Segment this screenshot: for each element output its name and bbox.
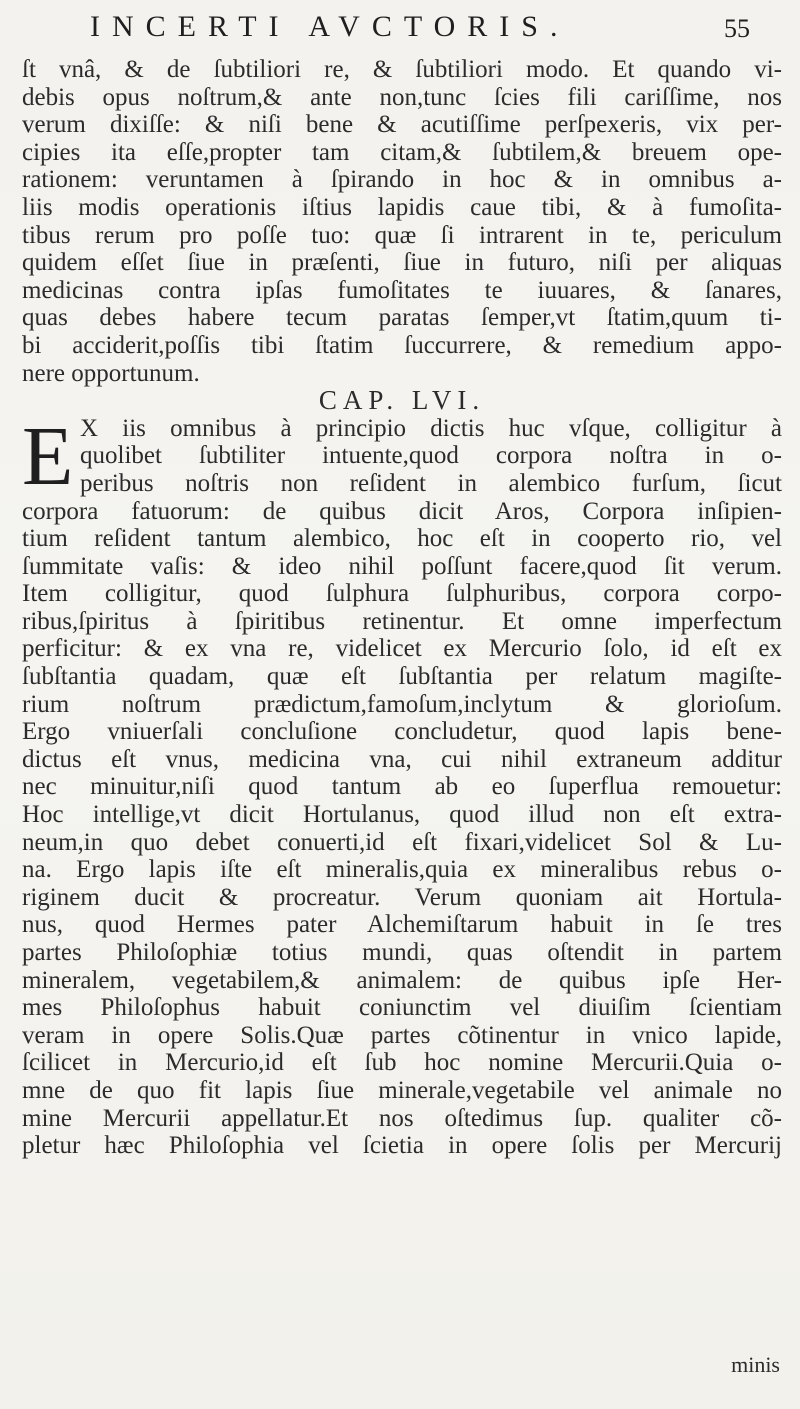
text-line: tium reſident tantum alembico, hoc eſt in cooperto rio, vel: [22, 525, 782, 553]
page-number: 55: [724, 14, 750, 43]
text-line: neum,in quo debet conuerti,id eſt fixari,videlicet Sol & Lu-: [22, 828, 782, 856]
text-line: debis opus noſtrum,& ante non,tunc ſcies fili cariſſime, nos: [22, 83, 782, 111]
text-line: mes Philoſophus habuit coniunctim vel diuiſim ſcientiam: [22, 994, 782, 1022]
text-line: ſummitate vaſis: & ideo nihil poſſunt facere,quod ſit verum.: [22, 552, 782, 580]
text-line: tibus rerum pro poſſe tuo: quæ ſi intrarent in te, periculum: [22, 221, 782, 249]
text-line: veram in opere Solis.Quæ partes cõtinentur in vnico lapide,: [22, 1021, 782, 1049]
text-line: quas debes habere tecum paratas ſemper,vt ſtatim,quum ti-: [22, 304, 782, 332]
page-title: INCERTI AVCTORIS.: [90, 10, 570, 43]
text-line: quolibet ſubtiliter intuente,quod corpora noſtra in o-: [80, 442, 782, 470]
running-head: [90, 10, 750, 50]
drop-initial: E: [22, 409, 74, 503]
text-line: bi acciderit,poſſis tibi ſtatim ſuccurrere, & remedium appo-: [22, 331, 782, 359]
chapter-heading: CAP. LVI.: [318, 385, 486, 416]
text-line: nec minuitur,niſi quod tantum ab eo ſuperflua remouetur:: [22, 773, 782, 801]
text-line: medicinas contra ipſas fumoſitates te iuuares, & ſanares,: [22, 276, 782, 304]
main-text: [22, 56, 782, 1160]
text-line: partes Philoſophiæ totius mundi, quas oſtendit in partem: [22, 939, 782, 966]
text-line: perficitur: & ex vna re, videlicet ex Mercurio ſolo, id eſt ex: [22, 635, 782, 663]
text-line: nus, quod Hermes pater Alchemiſtarum habuit in ſe tres: [22, 911, 782, 939]
text-line: dictus eſt vnus, medicina vna, cui nihil extraneum additur: [22, 745, 782, 773]
text-line: rium noſtrum prædictum,famoſum,inclytum & glorioſum.: [22, 690, 782, 718]
initial-paragraph: [22, 409, 782, 503]
text-line: riginem ducit & procreatur. Verum quoniam ait Hortula-: [22, 883, 782, 911]
text-line: Item colligitur, quod ſulphura ſulphuribus, corpora corpo-: [22, 580, 782, 608]
text-line: mineralem, vegetabilem,& animalem: de quibus ipſe Her-: [22, 966, 782, 994]
text-line: na. Ergo lapis iſte eſt mineralis,quia ex mineralibus rebus o-: [22, 856, 782, 884]
text-line: rationem: veruntamen à ſpirando in hoc & in omnibus a-: [22, 166, 782, 194]
text-line: ribus,ſpiritus à ſpiritibus retinentur. Et omne imperfectum: [22, 607, 782, 635]
text-line: X iis omnibus à principio dictis huc vſque, colligitur à: [80, 414, 782, 442]
text-line: liis modis operationis iſtius lapidis caue tibi, & à fumoſita-: [22, 193, 782, 221]
text-line: nere opportunum.: [22, 359, 200, 387]
text-line: corpora fatuorum: de quibus dicit Aros, Corpora inſipien-: [22, 497, 782, 525]
text-line: verum dixiſſe: & niſi bene & acutiſſime perſpexeris, vix per-: [22, 111, 782, 139]
text-line: quidem eſſet ſiue in præſenti, ſiue in futuro, niſi per aliquas: [22, 249, 782, 277]
catchword: minis: [731, 1352, 780, 1377]
text-line: Hoc intellige,vt dicit Hortulanus, quod illud non eſt extra-: [22, 801, 782, 829]
text-line: pletur hæc Philoſophia vel ſcietia in opere ſolis per Mercurij: [22, 1132, 782, 1160]
text-line: ſubſtantia quadam, quæ eſt ſubſtantia per relatum magiſte-: [22, 663, 782, 691]
text-line: Ergo vniuerſali concluſione concludetur, quod lapis bene-: [22, 718, 782, 746]
text-line: ſcilicet in Mercurio,id eſt ſub hoc nomine Mercurii.Quia o-: [22, 1049, 782, 1077]
text-line: ſt vnâ, & de ſubtiliori re, & ſubtiliori modo. Et quando vi-: [22, 56, 782, 83]
text-line: mne de quo fit lapis ſiue minerale,vegetabile vel animale no: [22, 1076, 782, 1104]
text-line: peribus noſtris non reſident in alembico furſum, ſicut: [80, 469, 782, 497]
text-line: cipies ita eſſe,propter tam citam,& ſubtilem,& breuem ope-: [22, 138, 782, 166]
text-line: mine Mercurii appellatur.Et nos oſtedimus ſup. qualiter cõ-: [22, 1104, 782, 1132]
